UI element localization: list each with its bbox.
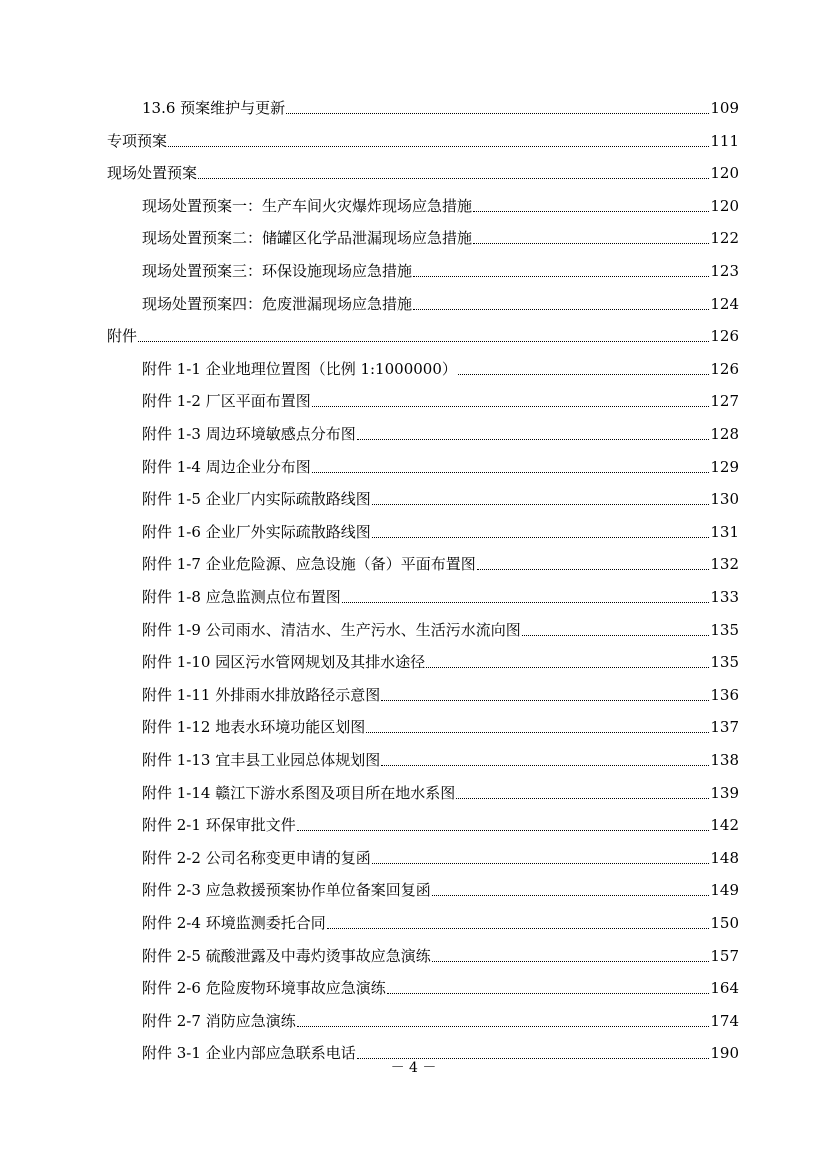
toc-entry[interactable] bbox=[142, 548, 739, 574]
toc-dot-leader bbox=[342, 602, 710, 603]
toc-entry-page: 148 bbox=[710, 848, 739, 867]
toc-entry-page: 122 bbox=[710, 229, 739, 248]
toc-entry-title: 附件 1-3 周边环境敏感点分布图 bbox=[142, 425, 356, 443]
toc-dot-leader bbox=[372, 863, 710, 864]
toc-entry[interactable] bbox=[142, 418, 739, 444]
toc-entry-page: 124 bbox=[710, 294, 739, 313]
toc-entry-title: 附件 1-7 企业危险源、应急设施（备）平面布置图 bbox=[142, 555, 476, 574]
toc-dot-leader bbox=[198, 178, 709, 179]
toc-entry[interactable] bbox=[142, 255, 739, 281]
toc-entry-page: 132 bbox=[710, 555, 739, 574]
toc-entry-page: 157 bbox=[710, 946, 739, 965]
toc-dot-leader bbox=[432, 961, 710, 962]
toc-entry-page: 138 bbox=[710, 751, 739, 769]
toc-entry[interactable] bbox=[142, 940, 739, 966]
toc-dot-leader bbox=[168, 146, 709, 147]
toc-entry-page: 139 bbox=[710, 783, 739, 802]
toc-entry[interactable] bbox=[142, 451, 739, 477]
toc-entry[interactable] bbox=[142, 288, 739, 314]
toc-dot-leader bbox=[477, 569, 710, 570]
toc-entry-page: 137 bbox=[710, 718, 739, 737]
toc-entry[interactable] bbox=[142, 972, 739, 998]
toc-entry-title: 附件 2-7 消防应急演练 bbox=[142, 1011, 296, 1030]
toc-entry-title: 附件 1-9 公司雨水、清洁水、生产污水、生活污水流向图 bbox=[142, 620, 521, 639]
toc-entry[interactable] bbox=[142, 353, 739, 379]
toc-dot-leader bbox=[297, 1026, 710, 1027]
toc-entry-page: 126 bbox=[710, 327, 739, 346]
toc-dot-leader bbox=[372, 537, 710, 538]
toc-entry-title: 附件 2-5 硫酸泄露及中毒灼烫事故应急演练 bbox=[142, 946, 431, 965]
toc-entry[interactable] bbox=[142, 777, 739, 803]
toc-entry-page: 135 bbox=[710, 653, 739, 672]
toc-entry[interactable] bbox=[142, 874, 739, 900]
toc-entry[interactable] bbox=[142, 1005, 739, 1031]
toc-entry[interactable] bbox=[142, 744, 739, 770]
toc-entry-title: 附件 1-14 赣江下游水系图及项目所在地水系图 bbox=[142, 783, 456, 802]
toc-dot-leader bbox=[372, 504, 710, 505]
toc-entry[interactable] bbox=[107, 125, 739, 151]
toc-entry-title: 现场处置预案二：储罐区化学品泄漏现场应急措施 bbox=[142, 229, 473, 248]
toc-entry-title: 附件 1-11 外排雨水排放路径示意图 bbox=[142, 685, 381, 704]
toc-entry-title: 附件 1-10 园区污水管网规划及其排水途径 bbox=[142, 653, 426, 672]
toc-entry-page: 129 bbox=[710, 457, 739, 476]
toc-entry[interactable] bbox=[142, 190, 739, 216]
toc-entry[interactable] bbox=[107, 157, 739, 183]
toc-entry-title: 附件 2-2 公司名称变更申请的复函 bbox=[142, 848, 371, 867]
toc-entry-title: 附件 2-6 危险废物环境事故应急演练 bbox=[142, 979, 386, 998]
toc-entry-title: 专项预案 bbox=[107, 131, 168, 150]
toc-entry[interactable] bbox=[142, 907, 739, 933]
toc-entry-page: 131 bbox=[710, 522, 739, 541]
toc-dot-leader bbox=[387, 993, 710, 994]
toc-dot-leader bbox=[297, 830, 710, 831]
toc-entry-title: 附件 1-12 地表水环境功能区划图 bbox=[142, 718, 366, 737]
toc-entry[interactable] bbox=[142, 809, 739, 835]
toc-entry-title: 附件 2-3 应急救援预案协作单位备案回复函 bbox=[142, 881, 431, 900]
toc-entry[interactable] bbox=[142, 483, 739, 509]
toc-dot-leader bbox=[312, 406, 710, 407]
toc-entry-page: 126 bbox=[710, 359, 739, 378]
toc-entry-page: 109 bbox=[710, 99, 739, 117]
toc-entry[interactable] bbox=[142, 581, 739, 607]
toc-dot-leader bbox=[381, 765, 709, 766]
toc-entry-page: 135 bbox=[710, 620, 739, 639]
toc-entry-page: 111 bbox=[710, 131, 739, 150]
toc-entry-page: 120 bbox=[710, 196, 739, 215]
toc-entry-page: 190 bbox=[710, 1044, 739, 1063]
toc-entry[interactable] bbox=[142, 222, 739, 248]
toc-dot-leader bbox=[432, 895, 710, 896]
toc-entry-title: 附件 3-1 企业内部应急联系电话 bbox=[142, 1044, 356, 1063]
toc-entry-page: 164 bbox=[710, 979, 739, 998]
toc-entry[interactable] bbox=[107, 320, 739, 346]
toc-dot-leader bbox=[426, 667, 709, 668]
toc-entry-page: 123 bbox=[710, 262, 739, 280]
toc-entry-page: 150 bbox=[710, 914, 739, 932]
toc-dot-leader bbox=[522, 635, 710, 636]
toc-dot-leader bbox=[456, 798, 709, 799]
toc-entry-title: 附件 1-8 应急监测点位布置图 bbox=[142, 588, 341, 606]
toc-entry[interactable] bbox=[142, 385, 739, 411]
toc-dot-leader bbox=[381, 700, 709, 701]
toc-entry[interactable] bbox=[142, 711, 739, 737]
toc-dot-leader bbox=[312, 472, 710, 473]
toc-entry-title: 13.6 预案维护与更新 bbox=[142, 99, 286, 117]
toc-entry-title: 附件 1-2 厂区平面布置图 bbox=[142, 392, 311, 411]
toc-entry[interactable] bbox=[142, 646, 739, 672]
toc-entry-page: 127 bbox=[710, 392, 739, 411]
toc-dot-leader bbox=[473, 243, 709, 244]
toc-entry-title: 现场处置预案四：危废泄漏现场应急措施 bbox=[142, 294, 413, 313]
toc-entry-title: 现场处置预案三：环保设施现场应急措施 bbox=[142, 262, 413, 280]
toc-dot-leader bbox=[357, 439, 710, 440]
toc-dot-leader bbox=[413, 309, 709, 310]
toc-entry-title: 附件 1-4 周边企业分布图 bbox=[142, 457, 311, 476]
toc-dot-leader bbox=[413, 276, 709, 277]
toc-dot-leader bbox=[473, 211, 709, 212]
toc-entry-title: 附件 1-6 企业厂外实际疏散路线图 bbox=[142, 522, 371, 541]
toc-dot-leader bbox=[366, 732, 709, 733]
toc-entry-title: 现场处置预案一：生产车间火灾爆炸现场应急措施 bbox=[142, 196, 473, 215]
toc-entry-title: 附件 bbox=[107, 327, 138, 346]
toc-entry-title: 附件 2-1 环保审批文件 bbox=[142, 816, 296, 835]
toc-entry-page: 128 bbox=[710, 425, 739, 443]
toc-dot-leader bbox=[286, 113, 709, 114]
toc-entry-page: 133 bbox=[710, 588, 739, 606]
toc-entry-title: 附件 1-13 宜丰县工业园总体规划图 bbox=[142, 751, 381, 769]
toc-dot-leader bbox=[138, 341, 709, 342]
toc-entry-page: 136 bbox=[710, 685, 739, 704]
toc-dot-leader bbox=[327, 928, 710, 929]
toc-entry-title: 附件 1-1 企业地理位置图（比例 1:1000000） bbox=[142, 359, 457, 378]
toc-entry-page: 174 bbox=[710, 1011, 739, 1030]
toc-entry[interactable] bbox=[142, 516, 739, 542]
toc-entry-page: 120 bbox=[710, 164, 739, 183]
toc-entry-page: 130 bbox=[710, 490, 739, 509]
toc-entry-page: 142 bbox=[710, 816, 739, 835]
page-number: － 4 － bbox=[390, 1060, 437, 1076]
toc-entry-title: 附件 1-5 企业厂内实际疏散路线图 bbox=[142, 490, 371, 509]
toc-entry[interactable] bbox=[142, 842, 739, 868]
toc-entry-title: 现场处置预案 bbox=[107, 164, 198, 183]
toc-entry-page: 149 bbox=[710, 881, 739, 900]
toc-entry-title: 附件 2-4 环境监测委托合同 bbox=[142, 914, 326, 932]
toc-entry[interactable] bbox=[142, 92, 739, 118]
toc-entry[interactable] bbox=[142, 679, 739, 705]
toc-dot-leader bbox=[458, 374, 709, 375]
toc-entry[interactable] bbox=[142, 614, 739, 640]
